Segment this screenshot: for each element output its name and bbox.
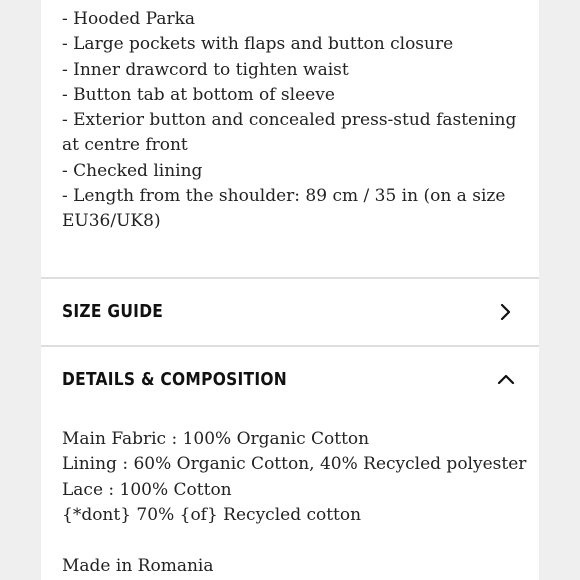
composition-item: {*dont} 70% {of} Recycled cotton [62, 504, 362, 525]
composition-item: Main Fabric : 100% Organic Cotton [62, 429, 370, 449]
country-of-origin: Made in Romania [62, 556, 214, 576]
product-description-list [62, 7, 522, 235]
size-guide-title: SIZE GUIDE [62, 301, 164, 322]
description-item: - Checked lining [62, 160, 203, 181]
product-details-panel [41, 0, 539, 580]
size-guide-header[interactable] [41, 279, 539, 345]
description-item: - Hooded Parka [62, 9, 196, 29]
description-item: - Button tab at bottom of sleeve [62, 84, 335, 105]
description-item: - Exterior button and concealed press-stud fastening at centre front [62, 110, 517, 156]
details-composition-header[interactable] [41, 347, 539, 413]
description-item: - Length from the shoulder: 89 cm / 35 in (on a size EU36/UK8) [62, 186, 506, 232]
description-item: - Inner drawcord to tighten waist [62, 59, 349, 80]
composition-item: Lining : 60% Organic Cotton, 40% Recycled polyester [62, 454, 527, 475]
composition-list [62, 427, 532, 528]
description-item: - Large pockets with flaps and button closure [62, 34, 454, 55]
chevron-right-icon [497, 303, 515, 321]
composition-item: Lace : 100% Cotton [62, 479, 232, 500]
chevron-up-icon [497, 371, 515, 389]
details-composition-title: DETAILS & COMPOSITION [62, 369, 288, 390]
